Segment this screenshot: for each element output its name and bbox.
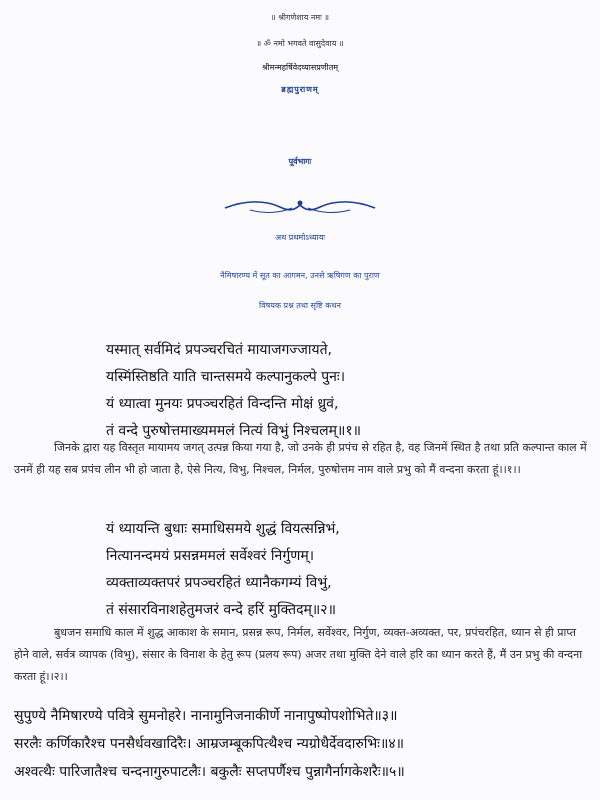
verse-3: सुपुण्ये नैमिषारण्ये पवित्रे सुमनोहरे। नानामुनिजनाकीर्णे नानापुष्पोपशोभिते॥३॥: [14, 708, 398, 724]
translation-2: बुधजन समाधि काल में शुद्ध आकाश के समान, प्रसन्न रूप, निर्मल, सर्वेश्वर, निर्गुण, व्यक्त-अव्यक्त, पर, प्रपंचरहित, ध्यान से ही प्राप्त होने वाले, सर्वत्र व्यापक (विभु), संसार के विनाश के हेतु रूप (प्रलय रूप) अजर तथा मुक्ति देने वाले हरि का ध्यान करते हैं, मैं उन प्रभु की वन्दना करता हूं।।२।।: [14, 626, 583, 683]
verse-2-line-2: नित्यानन्दमयं प्रसन्नममलं सर्वेश्वरं निर्गुणम्।: [106, 548, 315, 564]
verse-4: सरलैः कर्णिकारैश्च पनसैर्धवखादिरैः। आम्रजम्बूकपित्थैश्च न्यग्रोधैर्देवदारुभिः॥४॥: [14, 736, 405, 752]
author-attribution: श्रीमन्महर्षिवेदव्यासप्रणीतम्: [261, 63, 339, 72]
chapter-heading: अथ प्रथमोऽध्यायः: [275, 233, 325, 242]
book-subtitle: पूर्वभागः: [288, 157, 312, 166]
verse-2-line-3: व्यक्ताव्यक्तपरं प्रपञ्चरहितं ध्यानैकगम्यं विभुं,: [106, 575, 332, 591]
invocation-line-2: ॥ ॐ नमो भगवते वासुदेवाय ॥: [256, 39, 344, 48]
verse-1-line-4: तं वन्दे पुरुषोत्तमाख्यममलं नित्यं विभुं निश्चलम्॥१॥: [106, 423, 362, 439]
book-title: ब्रह्मपुराणम्: [281, 85, 319, 94]
ornament-divider-icon: [220, 196, 380, 216]
verse-1-line-1: यस्मात् सर्वमिदं प्रपञ्चरचितं मायाजगज्जायते,: [106, 342, 333, 358]
verse-5: अश्वत्थैः पारिजातैश्च चन्दनागुरुपाटलैः। बकुलैः सप्तपर्णैश्च पुन्नागैर्नागकेशरैः॥५॥: [14, 764, 405, 780]
verse-2-line-1: यं ध्यायन्ति बुधाः समाधिसमये शुद्धं वियत्सन्निभं,: [106, 521, 340, 537]
verse-1-line-2: यस्मिंस्तिष्ठति याति चान्तसमये कल्पानुकल्पे पुनः।: [106, 369, 346, 385]
translation-1: जिनके द्वारा यह विस्तृत मायामय जगत् उत्पन्न किया गया है, जो उनके ही प्रपंच से रहित है, वह जिनमें स्थित है तथा प्रति कल्पान्त काल में उनमें ही यह सब प्रपंच लीन भी हो जाता है, ऐसे नित्य, विभु, निश्चल, निर्मल, पुरुषोत्तम नाम वाले प्रभु को मैं वन्दना करता हूं।।१।।: [14, 441, 587, 476]
section-heading-line-1: नैमिषारण्य में सूत का आगमन, उनसे ऋषिगण का पुराण: [220, 271, 380, 280]
section-heading-line-2: विषयक प्रश्न तथा सृष्टि कथन: [259, 301, 341, 310]
invocation-line-1: ॥ श्रीगणेशाय नमः ॥: [270, 13, 330, 22]
verse-2-line-4: तं संसारविनाशहेतुमजरं वन्दे हरिं मुक्तिदम्॥२॥: [106, 602, 336, 618]
verse-1-line-3: यं ध्यात्वा मुनयः प्रपञ्चरहितं विन्दन्ति मोक्षं ध्रुवं,: [106, 396, 339, 412]
